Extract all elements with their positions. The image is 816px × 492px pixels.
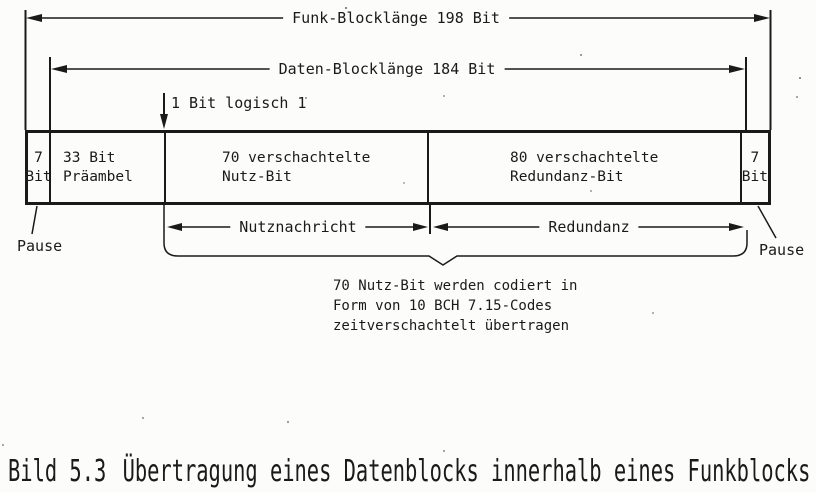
pause-left-tick [32,206,37,234]
cell-praeambel: 33 Bit Präambel [51,133,166,202]
cell-pause-left: 7 Bit [28,133,51,202]
coding-note [333,276,577,336]
coding-note-line: Form von 10 BCH 7.15-Codes [333,298,553,314]
funk-blocklaenge-label: Funk-Blocklänge 198 Bit [283,9,509,27]
coding-note-line: 70 Nutz-Bit werden codiert in [333,278,578,294]
nutznachricht-label: Nutznachricht [230,218,365,236]
bit-pointer-arrow [160,93,168,129]
pause-right-label: Pause [759,241,805,259]
daten-blocklaenge-label: Daten-Blocklänge 184 Bit [270,60,505,78]
bit-logisch-label: 1 Bit logisch 1 [171,94,307,112]
pause-left-label: Pause [17,237,63,255]
cell-redundanz-bit: 80 verschachtelte Redundanz-Bit [429,133,742,202]
bit-block-box [25,130,771,205]
coding-note-line: zeitverschachtelt übertragen [333,318,570,334]
redundanz-label: Redundanz [539,218,638,236]
scan-noise [0,0,2,2]
figure-number: Bild 5.3 [8,454,107,489]
cell-pause-right: 7 Bit [741,149,768,185]
cell-nutz-bit: 70 verschachtelte Nutz-Bit [166,133,429,202]
pause-right-leader [758,206,776,238]
figure-caption [8,454,810,489]
figure-title: Übertragung eines Datenblocks innerhalb eines Funkblocks [122,454,811,489]
